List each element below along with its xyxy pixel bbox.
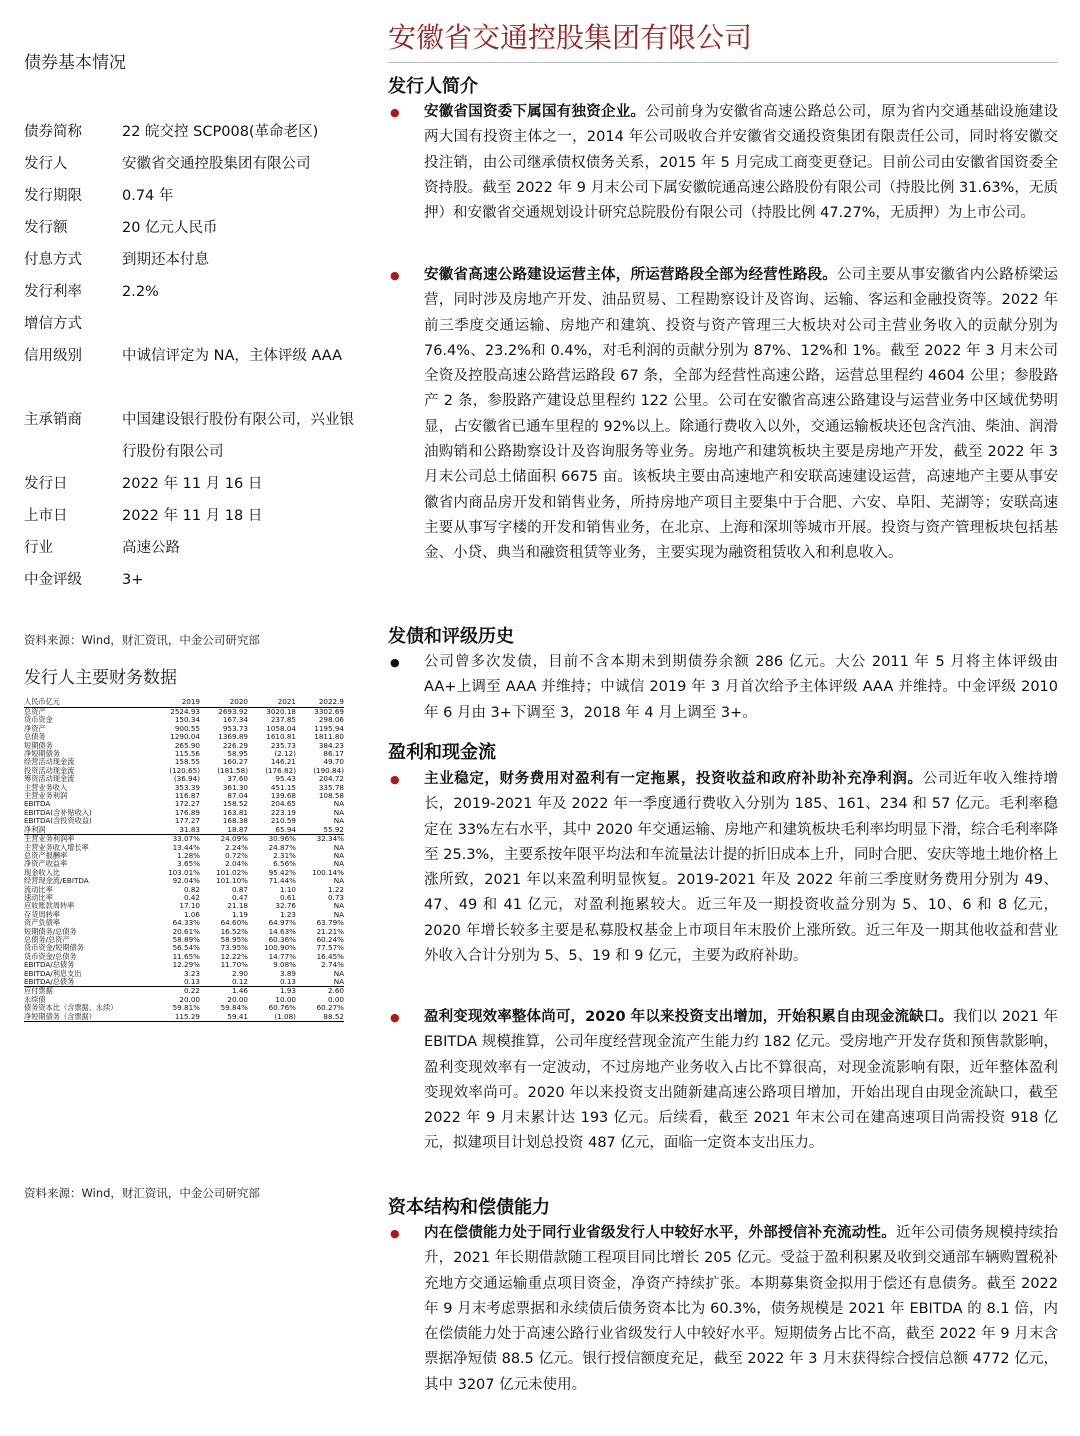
table-row-label: 短期债务/总债务	[24, 926, 77, 936]
table-cell: 1058.04	[266, 723, 296, 733]
section-issuer-intro: 发行人简介	[388, 76, 478, 97]
bond-info-label: 主承销商	[24, 412, 82, 428]
bond-info-value: 22 皖交控 SCP008(革命老区)	[122, 124, 319, 140]
table-cell: (36.94)	[173, 774, 200, 784]
table-cell: 115.56	[174, 749, 200, 759]
table-cell: 60.27%	[316, 1003, 344, 1013]
table-cell: 0.42	[183, 892, 200, 902]
bullet-dot-icon: ●	[390, 1227, 400, 1240]
table-cell: 18.87	[227, 824, 248, 834]
table-row-label: EBITDA(含投资收益)	[24, 816, 92, 826]
table-cell: 900.55	[174, 723, 200, 733]
table-cell: 59.81%	[172, 1003, 200, 1013]
table-cell: 384.23	[318, 740, 344, 750]
table-row-label: EBITDA/总债务	[24, 977, 75, 986]
table-cell: NA	[333, 876, 344, 886]
table-row-label: 净资产	[24, 723, 46, 733]
table-cell: 21.18	[227, 901, 248, 911]
table-cell: 58.89%	[172, 934, 200, 944]
table-row-label: 主营业务收入	[24, 782, 68, 792]
table-row-label: 筹资活动现金流	[24, 774, 75, 784]
table-cell: 158.55	[174, 757, 200, 767]
table-cell: 12.29%	[172, 960, 200, 970]
bond-info-value: 中国建设银行股份有限公司，兴业银行股份有限公司	[122, 412, 354, 460]
table-cell: 1.22	[327, 884, 344, 894]
table-cell: 58.95%	[220, 934, 248, 944]
bond-info-label: 信用级别	[24, 348, 82, 364]
table-row-label: 主营业务利润	[24, 791, 68, 801]
source-note-2: 资料来源：Wind，财汇资讯，中金公司研究部	[24, 1186, 260, 1200]
table-cell: NA	[333, 901, 344, 911]
table-cell: 0.00	[327, 994, 344, 1004]
table-cell: 101.02%	[216, 867, 248, 877]
table-cell: 0.72%	[225, 850, 248, 860]
bond-info-value: 安徽省交通控股集团有限公司	[122, 156, 311, 172]
table-cell: 210.59	[270, 816, 296, 826]
table-row	[24, 1013, 344, 1022]
table-row-label: 资产负债率	[24, 918, 60, 928]
table-cell: (181.58)	[217, 765, 248, 775]
financial-table-header	[24, 697, 344, 708]
bond-info-label: 发行利率	[24, 284, 82, 300]
bond-info-label: 行业	[24, 540, 53, 556]
table-cell: 353.39	[174, 782, 200, 792]
table-row-label: 存货周转率	[24, 909, 60, 919]
table-cell: 235.73	[270, 740, 296, 750]
table-row-label: 净短期债务	[24, 749, 60, 759]
table-cell: 13.44%	[172, 842, 200, 852]
table-cell: 0.13	[183, 977, 200, 986]
bullet-dot-icon: ●	[390, 106, 400, 119]
table-cell: 146.21	[270, 757, 296, 767]
table-row-label: 流动比率	[24, 884, 53, 894]
table-row-label: 总债务/总资产	[24, 934, 70, 944]
table-row-label: 总资产	[24, 707, 46, 716]
table-row-label: EBITDA	[24, 799, 51, 809]
table-cell: 1.23	[279, 909, 296, 919]
bond-section-title: 债券基本情况	[24, 53, 126, 73]
capital-bullet-1	[388, 1221, 1058, 1398]
table-cell: 1369.89	[218, 732, 248, 742]
bond-info-value: 3+	[122, 572, 144, 588]
table-cell: 158.52	[222, 799, 248, 809]
table-cell: 361.30	[222, 782, 248, 792]
profit-2-highlight: 盈利变现效率整体尚可，2020 年以来投资支出增加，开始积累自由现金流缺口。	[424, 1009, 954, 1025]
table-cell: 60.36%	[268, 934, 296, 944]
table-row-label: 投资活动现金流	[24, 765, 75, 775]
table-cell: NA	[333, 977, 344, 986]
table-cell: 1195.94	[314, 723, 344, 733]
table-cell: 11.65%	[172, 951, 200, 961]
table-cell: 176.89	[174, 807, 200, 817]
history-bullet	[388, 650, 1058, 726]
table-row-label: 净资产收益率	[24, 859, 68, 869]
table-cell: 3.89	[279, 968, 296, 978]
table-cell: 2524.93	[170, 707, 200, 716]
table-cell: 115.29	[152, 1013, 200, 1022]
table-cell: NA	[333, 799, 344, 809]
intro-1-highlight: 安徽省国资委下属国有独资企业。	[424, 104, 646, 120]
profit-1-highlight: 主业稳定，财务费用对盈利有一定拖累，投资收益和政府补助补充净利润。	[424, 771, 923, 787]
bullet-dot-icon: ●	[390, 1011, 400, 1024]
table-cell: 101.10%	[216, 876, 248, 886]
table-cell: 6.56%	[273, 859, 296, 869]
intro-bullet-2	[388, 263, 1058, 567]
table-row-label: 货币资金	[24, 715, 53, 725]
table-cell: (1.08)	[248, 1013, 296, 1022]
profit-2-text: 我们以 2021 年 EBITDA 规模推算，公司年度经营现金流产生能力约 182 亿元。受房地产开发存货和预售款影响，盈利变现效率有一定波动，不过房地产业务收入占比不算很高，对现金流影响有限，近年整体盈利变现效率尚可。2020 年以来投资支出随新建高速公路项目增加，开始出现自由现金流缺口，截至 2022 年 9 月末累计达 193 亿元。后续看，截至 2021 年末公司在建高速项目尚需投资 918 亿元，拟建项目计划总投资 487 亿元，面临一定资本支出压力。	[424, 1009, 1058, 1152]
table-row-label: 经营现金流/EBITDA	[24, 876, 89, 886]
table-cell: 30.96%	[248, 835, 296, 844]
table-cell: NA	[333, 842, 344, 852]
table-cell: 63.79%	[316, 918, 344, 928]
table-cell: 64.33%	[172, 918, 200, 928]
table-cell: 60.24%	[316, 934, 344, 944]
table-cell: 33.07%	[152, 835, 200, 844]
table-cell: 58.95	[227, 749, 248, 759]
table-row-label: 总债务	[24, 732, 46, 742]
table-row-label: 主营业务利润率	[24, 835, 152, 844]
table-cell: 2.60	[296, 987, 344, 996]
bond-info-label: 发行额	[24, 220, 68, 236]
table-cell: 65.94	[275, 824, 296, 834]
table-cell: 95.42%	[268, 867, 296, 877]
table-cell: 3020.18	[266, 707, 296, 716]
table-cell: 103.01%	[168, 867, 200, 877]
table-cell: 237.85	[270, 715, 296, 725]
title-divider	[388, 62, 1058, 63]
section-capital-structure: 资本结构和偿债能力	[388, 1197, 550, 1218]
table-cell: 108.58	[318, 791, 344, 801]
bullet-dot-icon: ●	[390, 773, 400, 786]
table-row-label: EBITDA/总债务	[24, 960, 75, 970]
table-cell: 0.13	[279, 977, 296, 986]
table-cell: 1.19	[231, 909, 248, 919]
table-cell: 1290.04	[170, 732, 200, 742]
table-cell: 0.61	[279, 892, 296, 902]
table-cell: 204.72	[318, 774, 344, 784]
history-text: 公司曾多次发债，目前不含本期未到期债券余额 286 亿元。大公 2011 年 5 月将主体评级由 AA+上调至 AAA 并维持；中诚信 2019 年 3 月首次给予主体评级 AAA 并维持。中金评级 2010 年 6 月由 3+下调至 3，2018 年 4 月上调至 3+。	[424, 654, 1058, 721]
table-cell: 37.60	[227, 774, 248, 784]
capital-1-text: 近年公司债务规模持续抬升，2021 年长期借款随工程项目同比增长 205 亿元。受益于盈利积累及收到交通部车辆购置税补充地方交通运输重点项目资金，净资产持续扩张。本期募集资金拟用于偿还有息债务。截至 2022 年 9 月末考虑票据和永续债后债务资本比为 60.3%，债务规模是 2021 年 EBITDA 的 8.1 倍，内在偿债能力处于高速公路行业省级发行人中较好水平。短期债务占比不高，截至 2022 年 9 月末含票据净短债 88.5 亿元。银行授信额度充足，截至 2022 年 3 月末获得综合授信总额 4772 亿元，其中 3207 亿元未使用。	[424, 1225, 1058, 1393]
table-cell: 167.34	[222, 715, 248, 725]
section-profit-cashflow: 盈利和现金流	[388, 742, 496, 763]
table-cell: 223.19	[270, 807, 296, 817]
table-cell: 1811.80	[314, 732, 344, 742]
table-cell: 265.90	[174, 740, 200, 750]
table-cell: 1.06	[183, 909, 200, 919]
table-row-label: 经营活动现金流	[24, 757, 75, 767]
table-row-label: 现金收入比	[24, 867, 60, 877]
table-cell: 2.31%	[273, 850, 296, 860]
table-cell: 20.00	[227, 994, 248, 1004]
table-cell: 55.92	[323, 824, 344, 834]
fin-section-title: 发行人主要财务数据	[24, 668, 177, 688]
table-cell: 160.27	[222, 757, 248, 767]
table-cell: 0.12	[231, 977, 248, 986]
table-row-label: 货币资金/短期债务	[24, 943, 84, 953]
table-cell: 64.60%	[220, 918, 248, 928]
table-row-label: EBITDA/利息支出	[24, 968, 82, 978]
table-cell: 0.47	[231, 892, 248, 902]
table-row-label: EBITDA(含补贴收入)	[24, 807, 92, 817]
bond-info-label: 中金评级	[24, 572, 82, 588]
table-cell: 953.73	[222, 723, 248, 733]
table-row-label: 应收账款周转率	[24, 901, 75, 911]
table-cell: 17.10	[179, 901, 200, 911]
table-cell: 139.68	[270, 791, 296, 801]
table-row-label: 应付票据	[24, 987, 152, 996]
table-header-cell: 2021	[248, 697, 296, 708]
table-cell: 9.08%	[273, 960, 296, 970]
table-cell: 2.24%	[225, 842, 248, 852]
bond-info-label: 债券简称	[24, 124, 82, 140]
table-cell: (120.65)	[169, 765, 200, 775]
table-cell: 150.34	[174, 715, 200, 725]
table-cell: 59.84%	[220, 1003, 248, 1013]
table-row-label: 货币资金/总债务	[24, 951, 77, 961]
table-row-label: 债务资本比（含票据、永续）	[24, 1003, 118, 1013]
bond-info-value: 2022 年 11 月 18 日	[122, 508, 263, 524]
table-cell: 3.23	[183, 968, 200, 978]
intro-bullet-1	[388, 100, 1058, 226]
bullet-dot-icon: ●	[390, 269, 400, 282]
table-cell: (190.84)	[313, 765, 344, 775]
table-cell: 32.34%	[296, 835, 344, 844]
table-row-label: 总资产报酬率	[24, 850, 68, 860]
table-cell: 163.81	[222, 807, 248, 817]
table-cell: 49.70	[323, 757, 344, 767]
table-cell: 298.06	[318, 715, 344, 725]
intro-2-highlight: 安徽省高速公路建设运营主体，所运营路段全部为经营性路段。	[424, 267, 837, 283]
table-cell: 14.77%	[268, 951, 296, 961]
table-cell: 59.41	[200, 1013, 248, 1022]
source-note-1: 资料来源：Wind，财汇资讯，中金公司研究部	[24, 633, 260, 647]
table-cell: 3302.69	[314, 707, 344, 716]
table-cell: 64.97%	[268, 918, 296, 928]
table-cell: 204.65	[270, 799, 296, 809]
table-cell: 20.61%	[172, 926, 200, 936]
bond-info-value: 到期还本付息	[122, 252, 209, 268]
table-cell: 71.44%	[268, 876, 296, 886]
bond-info-label: 发行期限	[24, 188, 82, 204]
table-cell: 1.46	[200, 987, 248, 996]
table-cell: 168.38	[222, 816, 248, 826]
table-cell: 1.10	[279, 884, 296, 894]
table-cell: (176.82)	[265, 765, 296, 775]
intro-1-text: 公司前身为安徽省高速公路总公司，原为省内交通基础设施建设两大国有投资主体之一，2014 年公司吸收合并安徽省交通投资集团有限责任公司，同时将安徽交投注销，由公司继承债权债务关系，2015 年 5 月完成工商变更登记。目前公司由安徽省国资委全资持股。截至 2022 年 9 月末公司下属安徽皖通高速公路股份有限公司（持股比例 31.63%，无质押）和安徽省交通规划设计研究总院股份有限公司（持股比例 47.27%，无质押）为上市公司。	[424, 104, 1058, 222]
table-cell: 60.76%	[268, 1003, 296, 1013]
table-row-label: 速动比率	[24, 892, 53, 902]
bullet-dot-icon: ●	[390, 656, 400, 669]
financial-table	[24, 697, 344, 1022]
table-header-cell: 2019	[152, 697, 200, 708]
table-cell: 0.73	[327, 892, 344, 902]
table-cell: 100.90%	[264, 943, 296, 953]
bond-info-label: 增信方式	[24, 316, 82, 332]
table-cell: 12.22%	[220, 951, 248, 961]
capital-1-highlight: 内在偿债能力处于同行业省级发行人中较好水平，外部授信补充流动性。	[424, 1225, 896, 1241]
table-cell: (2.12)	[274, 749, 296, 759]
bond-info-value: 2022 年 11 月 16 日	[122, 476, 263, 492]
table-row-label: 永续债	[24, 994, 46, 1004]
table-cell: 2693.92	[218, 707, 248, 716]
table-cell: 16.52%	[220, 926, 248, 936]
table-cell: 24.09%	[200, 835, 248, 844]
profit-bullet-1	[388, 767, 1058, 969]
table-cell: 73.95%	[220, 943, 248, 953]
table-cell: 88.52	[296, 1013, 344, 1022]
table-cell: 77.57%	[316, 943, 344, 953]
table-row-label: 主营业务收入增长率	[24, 842, 89, 852]
table-cell: 16.45%	[316, 951, 344, 961]
table-cell: 86.17	[323, 749, 344, 759]
profit-bullet-2	[388, 1005, 1058, 1157]
table-cell: 177.27	[174, 816, 200, 826]
table-header-cell: 2022.9	[296, 697, 344, 708]
table-cell: NA	[333, 859, 344, 869]
table-cell: 335.78	[318, 782, 344, 792]
bond-info-value: 中诚信评定为 NA，主体评级 AAA	[122, 348, 343, 364]
table-cell: 172.27	[174, 799, 200, 809]
table-cell: 10.00	[275, 994, 296, 1004]
bond-info-label: 付息方式	[24, 252, 82, 268]
table-cell: 87.04	[227, 791, 248, 801]
table-row-label: 净短期债务（含票据）	[24, 1013, 152, 1022]
table-cell: 1610.81	[266, 732, 296, 742]
table-cell: 0.22	[152, 987, 200, 996]
table-cell: 0.82	[183, 884, 200, 894]
table-cell: 2.90	[231, 968, 248, 978]
intro-2-text: 公司主要从事安徽省内公路桥梁运营，同时涉及房地产开发、油品贸易、工程勘察设计及咨询、运输、客运和金融投资等。2022 年前三季度交通运输、房地产和建筑、投资与资产管理三大板块对公司主营业务收入的贡献分别为 76.4%、23.2%和 0.4%，对毛利润的贡献分别为 87%、12%和 1%。截至 2022 年 3 月末公司全资及控股高速公路营运路段 67 条，全部为经营性高速公路，运营总里程约 4604 公里；参股路产 2 条，参股路产建设总里程约 122 公里。公司在安徽省高速公路建设与运营业务中区域优势明显，占安徽省已通车里程的 92%以上。除通行费收入以外，交通运输板块还包含汽油、柴油、润滑油购销和公路勘察设计及咨询服务等业务。房地产和建筑板块主要是房地产开发，截至 2022 年 3 月末公司总土储面积 6675 亩。该板块主要由高速地产和安联高速建设运营，高速地产主要从事安徽省内商品房开发和销售业务，所持房地产项目主要集中于合肥、六安、阜阳、芜湖等；安联高速主要从事写字楼的开发和销售业务，在北京、上海和深圳等城市开展。投资与资产管理板块包括基金、小贷、典当和融资租赁等业务，主要实现为融资租赁收入和利息收入。	[424, 267, 1058, 562]
table-cell: 116.87	[174, 791, 200, 801]
table-cell: NA	[333, 909, 344, 919]
profit-1-text: 公司近年收入维持增长，2019-2021 年及 2022 年一季度通行费收入分别为 185、161、234 和 57 亿元。毛利率稳定在 33%左右水平，其中 2020 年交通运输、房地产和建筑板块毛利率均明显下滑，综合毛利率降至 25.3%，主要系按年限平均法和车流量法计提的折旧成本上升，同时合肥、安庆等地土地价格上涨所致，2021 年以来盈利明显恢复。2019-2021 年及 2022 年前三季度财务费用分别为 49、47、49 和 41 亿元，对盈利拖累较大。近三年及一期投资收益分别为 5、10、6 和 8 亿元，2020 年增长较多主要是私募股权基金上市项目年末股价上涨所致。近三年及一期其他收益和营业外收入合计分别为 5、5、19 和 9 亿元，主要为政府补助。	[424, 771, 1059, 965]
table-cell: 92.04%	[172, 876, 200, 886]
bond-info-value: 高速公路	[122, 540, 180, 556]
table-row-label: 净利润	[24, 824, 46, 834]
table-header-cell: 2020	[200, 697, 248, 708]
table-cell: NA	[333, 968, 344, 978]
bond-info-value: 2.2%	[122, 284, 159, 300]
bond-info-label: 发行日	[24, 476, 68, 492]
table-cell: 3.65%	[177, 859, 200, 869]
table-cell: 226.29	[222, 740, 248, 750]
table-cell: 56.54%	[172, 943, 200, 953]
table-cell: 1.28%	[177, 850, 200, 860]
table-cell: 14.63%	[268, 926, 296, 936]
section-issuance-history: 发债和评级历史	[388, 626, 514, 647]
table-cell: 11.70%	[220, 960, 248, 970]
table-cell: 2.04%	[225, 859, 248, 869]
bond-info-value: 0.74 年	[122, 188, 174, 204]
table-cell: 2.74%	[321, 960, 344, 970]
table-header-cell: 人民币亿元	[24, 697, 152, 708]
table-cell: 0.87	[231, 884, 248, 894]
table-cell: 24.87%	[268, 842, 296, 852]
company-title: 安徽省交通控股集团有限公司	[388, 21, 753, 54]
table-cell: 451.15	[270, 782, 296, 792]
financial-table-body	[24, 708, 344, 1022]
bond-info-value: 20 亿元人民币	[122, 220, 218, 236]
table-cell: NA	[333, 816, 344, 826]
table-cell: 31.83	[179, 824, 200, 834]
table-cell: NA	[333, 807, 344, 817]
table-cell: NA	[333, 850, 344, 860]
table-cell: 20.00	[179, 994, 200, 1004]
table-cell: 95.43	[275, 774, 296, 784]
table-row-label: 短期债务	[24, 740, 53, 750]
table-cell: 100.14%	[312, 867, 344, 877]
bond-info-label: 发行人	[24, 156, 68, 172]
table-cell: 1.93	[248, 987, 296, 996]
table-cell: 21.21%	[316, 926, 344, 936]
table-cell: 32.76	[275, 901, 296, 911]
bond-info-label: 上市日	[24, 508, 68, 524]
